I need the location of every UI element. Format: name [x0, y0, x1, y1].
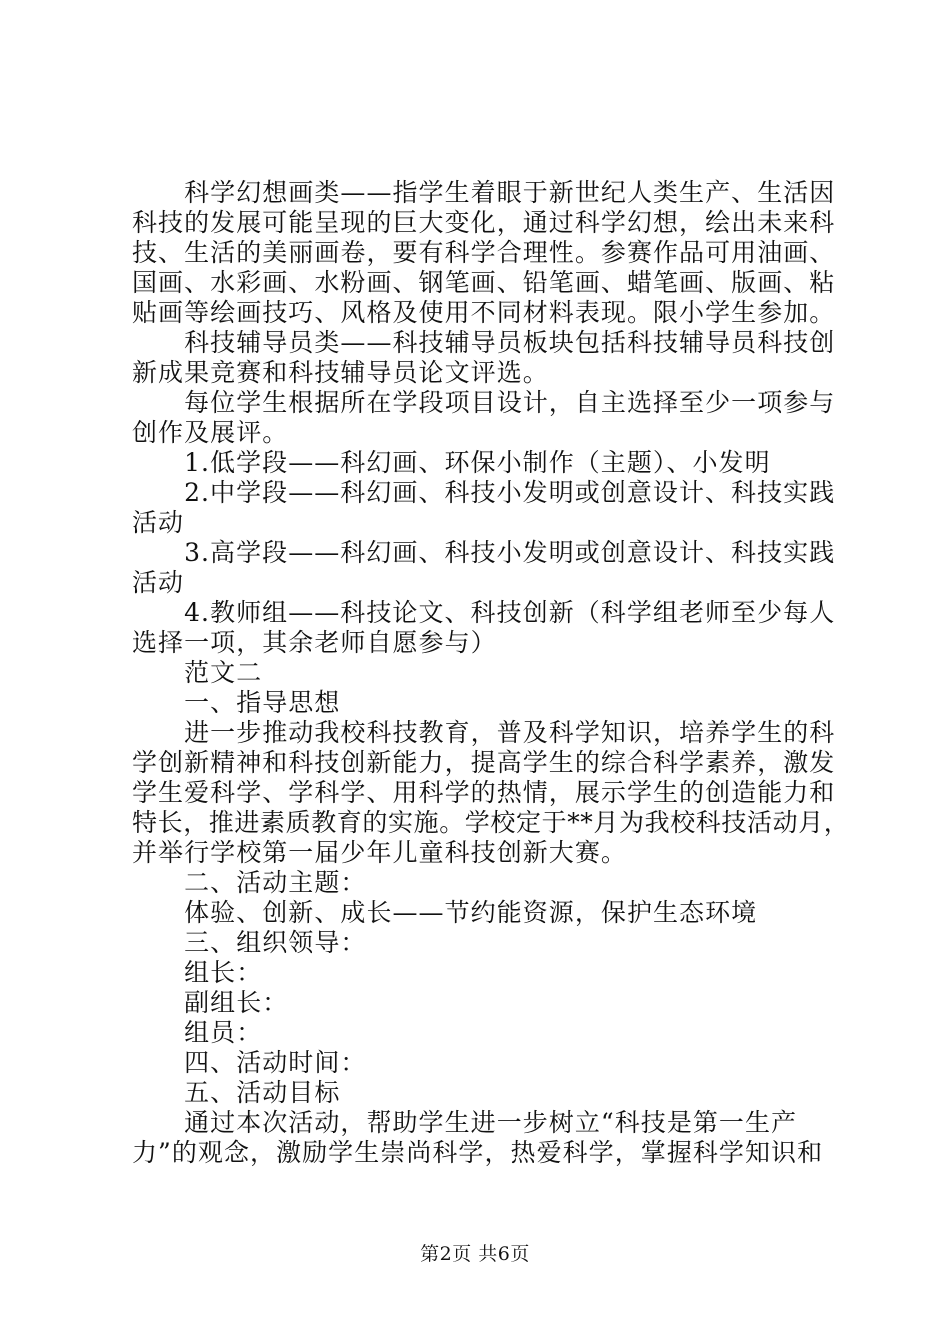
list-item: 2.中学段——科幻画、科技小发明或创意设计、科技实践 — [132, 478, 836, 507]
page-number-footer: 第2页 共6页 — [420, 1243, 530, 1265]
field-line: 副组长： — [132, 988, 289, 1017]
paragraph-line: 力”的观念，激励学生崇尚科学，热爱科学，掌握科学知识和 — [132, 1138, 824, 1167]
section-heading: 四、活动时间： — [132, 1048, 367, 1077]
paragraph-line: 创作及展评。 — [132, 418, 289, 447]
list-item-continuation: 活动 — [132, 568, 185, 597]
field-line: 组长： — [132, 958, 263, 987]
paragraph-line: 科技的发展可能呈现的巨大变化，通过科学幻想，绘出未来科 — [132, 208, 836, 237]
paragraph-line: 特长，推进素质教育的实施。学校定于**月为我校科技活动月， — [132, 808, 850, 837]
section-heading: 一、指导思想 — [132, 688, 341, 717]
paragraph-line: 学创新精神和科技创新能力，提高学生的综合科学素养，激发 — [132, 748, 836, 777]
field-line: 组员： — [132, 1018, 263, 1047]
section-heading: 五、活动目标 — [132, 1078, 341, 1107]
section-heading: 三、组织领导： — [132, 928, 367, 957]
paragraph-line: 科学幻想画类——指学生着眼于新世纪人类生产、生活因 — [132, 178, 836, 207]
section-title: 范文二 — [132, 658, 263, 687]
document-body — [132, 178, 850, 1168]
paragraph-line: 进一步推动我校科技教育，普及科学知识，培养学生的科 — [132, 718, 836, 747]
paragraph-line: 学生爱科学、学科学、用科学的热情，展示学生的创造能力和 — [132, 778, 836, 807]
paragraph-line: 技、生活的美丽画卷，要有科学合理性。参赛作品可用油画、 — [132, 238, 836, 267]
list-item-continuation: 选择一项，其余老师自愿参与） — [132, 628, 497, 657]
theme-line: 体验、创新、成长——节约能资源，保护生态环境 — [132, 898, 758, 927]
paragraph-line: 新成果竞赛和科技辅导员论文评选。 — [132, 358, 549, 387]
list-item-continuation: 活动 — [132, 508, 185, 537]
paragraph-line: 科技辅导员类——科技辅导员板块包括科技辅导员科技创 — [132, 328, 836, 357]
paragraph-line: 贴画等绘画技巧、风格及使用不同材料表现。限小学生参加。 — [132, 298, 836, 327]
paragraph-line: 每位学生根据所在学段项目设计，自主选择至少一项参与 — [132, 388, 836, 417]
paragraph-line: 并举行学校第一届少年儿童科技创新大赛。 — [132, 838, 627, 867]
list-item: 4.教师组——科技论文、科技创新（科学组老师至少每人 — [132, 598, 836, 627]
list-item: 3.高学段——科幻画、科技小发明或创意设计、科技实践 — [132, 538, 836, 567]
paragraph-line: 通过本次活动，帮助学生进一步树立“科技是第一生产 — [132, 1108, 798, 1137]
list-item: 1.低学段——科幻画、环保小制作（主题）、小发明 — [132, 448, 771, 477]
section-heading: 二、活动主题： — [132, 868, 367, 897]
paragraph-line: 国画、水彩画、水粉画、钢笔画、铅笔画、蜡笔画、版画、粘 — [132, 268, 836, 297]
